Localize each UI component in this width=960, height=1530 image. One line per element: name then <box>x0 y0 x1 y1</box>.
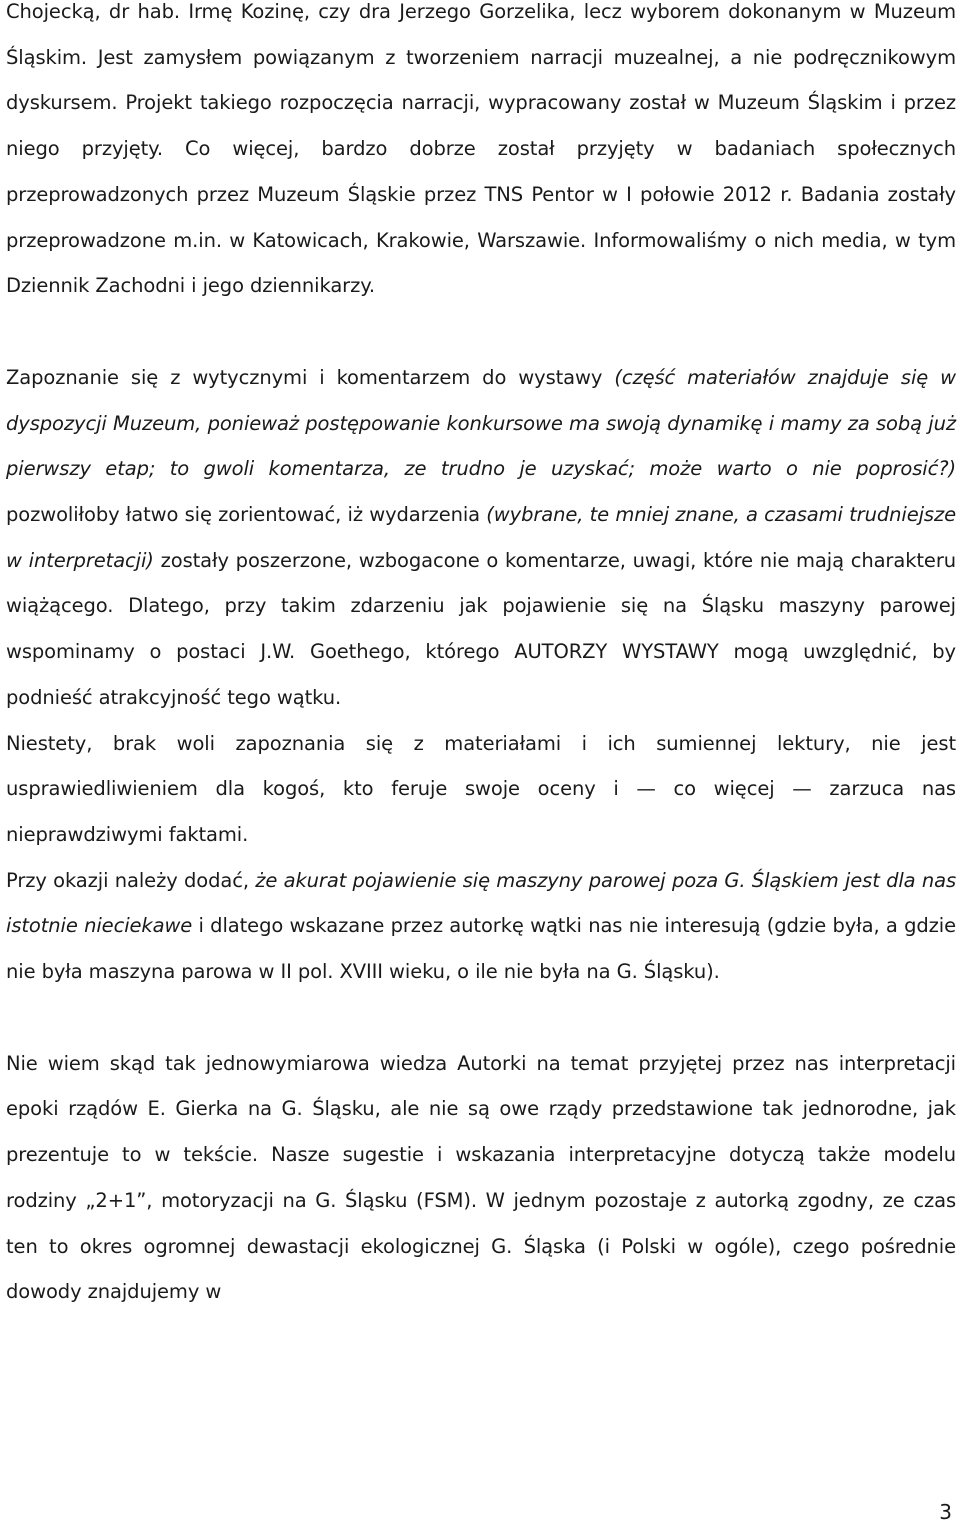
paragraph-2-part-a: Zapoznanie się z wytycznymi i komentarzem do wystawy <box>6 365 615 389</box>
paragraph-5-text: Nie wiem skąd tak jednowymiarowa wiedza Autorki na temat przyjętej przez nas interpretacji epoki rządów E. Gierka na G. Śląsku, ale nie są owe rządy przedstawione tak jednorodne, jak prezentuje to w tekście. Nasze sugestie i wskazania interpretacyjne dotyczą także modelu rodziny „2+1”, motoryzacji na G. Śląsku (FSM). W jednym pozostaje z autorką zgodny, ze czas ten to okres ogromnej dewastacji ekologicznej G. Śląska (i Polski w ogóle), czego pośrednie dowody znajdujemy w <box>6 1051 956 1304</box>
paragraph-gap <box>6 309 956 355</box>
document-page <box>6 0 956 1315</box>
paragraph-2-italic-d: (wybrane, te mniej znane, a czasami trudniejsze w interpretacji) <box>6 503 957 572</box>
paragraph-1 <box>6 0 956 309</box>
paragraph-2-italic-b: (część materiałów znajduje się w dyspozycji Muzeum, ponieważ postępowanie konkursowe ma swoją dynamikę i mamy za sobą już pierwszy etap; to gwoli komentarza, ze trudno je uzyskać; może warto o nie poprosić?) <box>6 365 957 481</box>
paragraph-4-italic-b: że akurat pojawienie się maszyny parowej poza G. Śląskiem jest dla nas istotnie nieciekawe <box>6 868 957 938</box>
paragraph-4-part-a: Przy okazji należy dodać, <box>6 868 256 892</box>
paragraph-gap <box>6 995 956 1041</box>
paragraph-3-text: Niestety, brak woli zapoznania się z materiałami i ich sumiennej lektury, nie jest usprawiedliwieniem dla kogoś, kto feruje swoje oceny i — co więcej — zarzuca nas nieprawdziwymi faktami. <box>6 731 956 846</box>
paragraph-1-text: Chojecką, dr hab. Irmę Kozinę, czy dra Jerzego Gorzelika, lecz wyborem dokonanym w Muzeum Śląskim. Jest zamysłem powiązanym z tworzeniem narracji muzealnej, a nie podręcznikowym dyskursem. Projekt takiego rozpoczęcia narracji, wypracowany został w Muzeum Śląskim i przez niego przyjęty. Co więcej, bardzo dobrze został przyjęty w badaniach społecznych przeprowadzonych przez Muzeum Śląskie przez TNS Pentor w I połowie 2012 r. Badania zostały przeprowadzone m.in. w Katowicach, Krakowie, Warszawie. Informowaliśmy o nich media, w tym Dziennik Zachodni i jego dziennikarzy. <box>6 0 956 298</box>
paragraph-4-part-c: i dlatego wskazane przez autorkę wątki nas nie interesują (gdzie była, a gdzie nie była maszyna parowa w II pol. XVIII wieku, o ile nie była na G. Śląsku). <box>6 914 956 984</box>
paragraph-3 <box>6 721 956 858</box>
paragraph-2 <box>6 355 956 721</box>
paragraph-5 <box>6 1041 956 1315</box>
page-number: 3 <box>939 1500 952 1524</box>
paragraph-2-part-e: zostały poszerzone, wzbogacone o komentarze, uwagi, które nie mają charakteru wiążącego. Dlatego, przy takim zdarzeniu jak pojawienie się na Śląsku maszyny parowej wspominamy o postaci J.W. Goethego, którego AUTORZY WYSTAWY mogą uwzględnić, by podnieść atrakcyjność tego wątku. <box>6 548 957 709</box>
paragraph-4 <box>6 858 956 995</box>
paragraph-2-part-c: pozwoliłoby łatwo się zorientować, iż wydarzenia <box>6 503 487 527</box>
